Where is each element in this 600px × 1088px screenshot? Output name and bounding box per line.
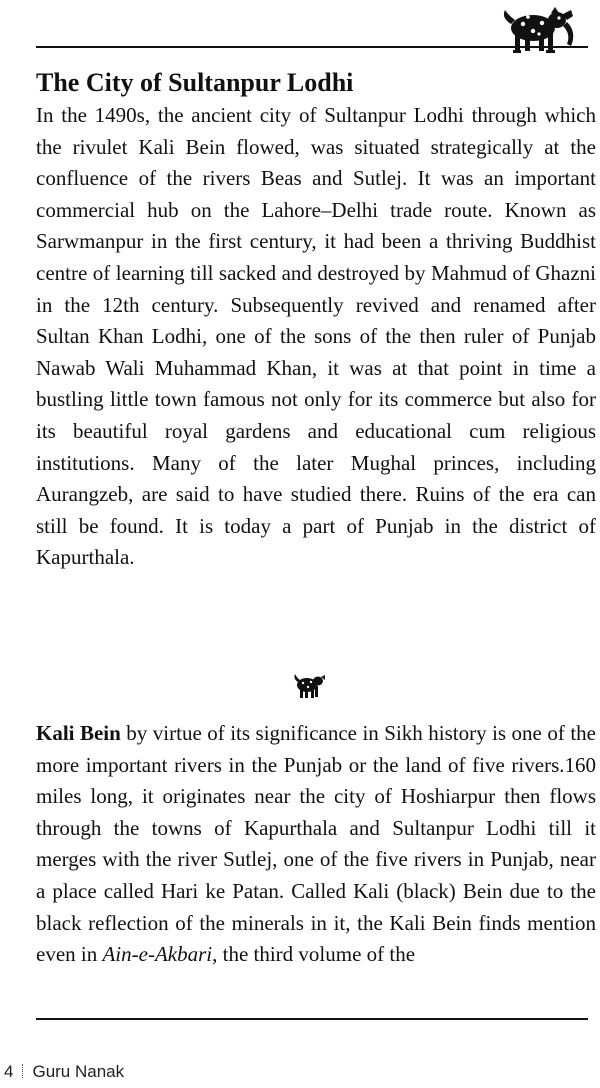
paragraph-sultanpur: In the 1490s, the ancient city of Sultanpur Lodhi through which the rivulet Kali Bein flowed, was situated strategically at the confluence of the rivers Beas and Sutlej. It was an important commercial hub on the Lahore–Delhi trade route. Known as Sarwmanpur in the first century, it had been a thriving Buddhist centre of learning till sacked and destroyed by Mahmud of Ghazni in the 12th century. Subsequently revived and renamed after Sultan Khan Lodhi, one of the sons of the then ruler of Punjab Nawab Wali Muhammad Khan, it was at that point in time a bustling little town famous not only for its commerce but also for its beautiful royal gardens and educational cum religious institutions. Many of the later Mughal princes, including Aurangzeb, are said to have studied there. Ruins of the era can still be found. It is today a part of Punjab in the district of Kapurthala. — [36, 103, 596, 570]
paragraph-kali-bein-text: by virtue of its significance in Sikh history is one of the more important rivers in the Punjab or the land of five rivers.160 miles long, it originates near the city of Hoshiarpur then flows through the towns of Kapurthala and Sultanpur Lodhi till it merges with the river Sutlej, one of the five rivers in Punjab, near a place called Hari ke Patan. Called Kali (black) Bein due to the black reflection of the minerals in it, the Kali Bein finds mention even in — [36, 721, 596, 967]
paragraph-kali-bein-tail: , the third volume of the — [212, 942, 416, 967]
section-heading: The City of Sultanpur Lodhi — [36, 68, 354, 97]
section-divider-ornament-icon — [292, 672, 326, 700]
book-title: Guru Nanak — [32, 1062, 125, 1081]
footer-separator — [22, 1064, 23, 1078]
page-footer — [4, 1062, 124, 1082]
page-number: 4 — [4, 1062, 14, 1081]
header-ornament-icon — [493, 6, 581, 54]
paragraph-kali-bein — [36, 718, 596, 971]
kali-bein-lead: Kali Bein — [36, 721, 121, 745]
footer-rule — [36, 1018, 588, 1020]
ain-e-akbari-title: Ain-e-Akbari — [102, 942, 213, 967]
